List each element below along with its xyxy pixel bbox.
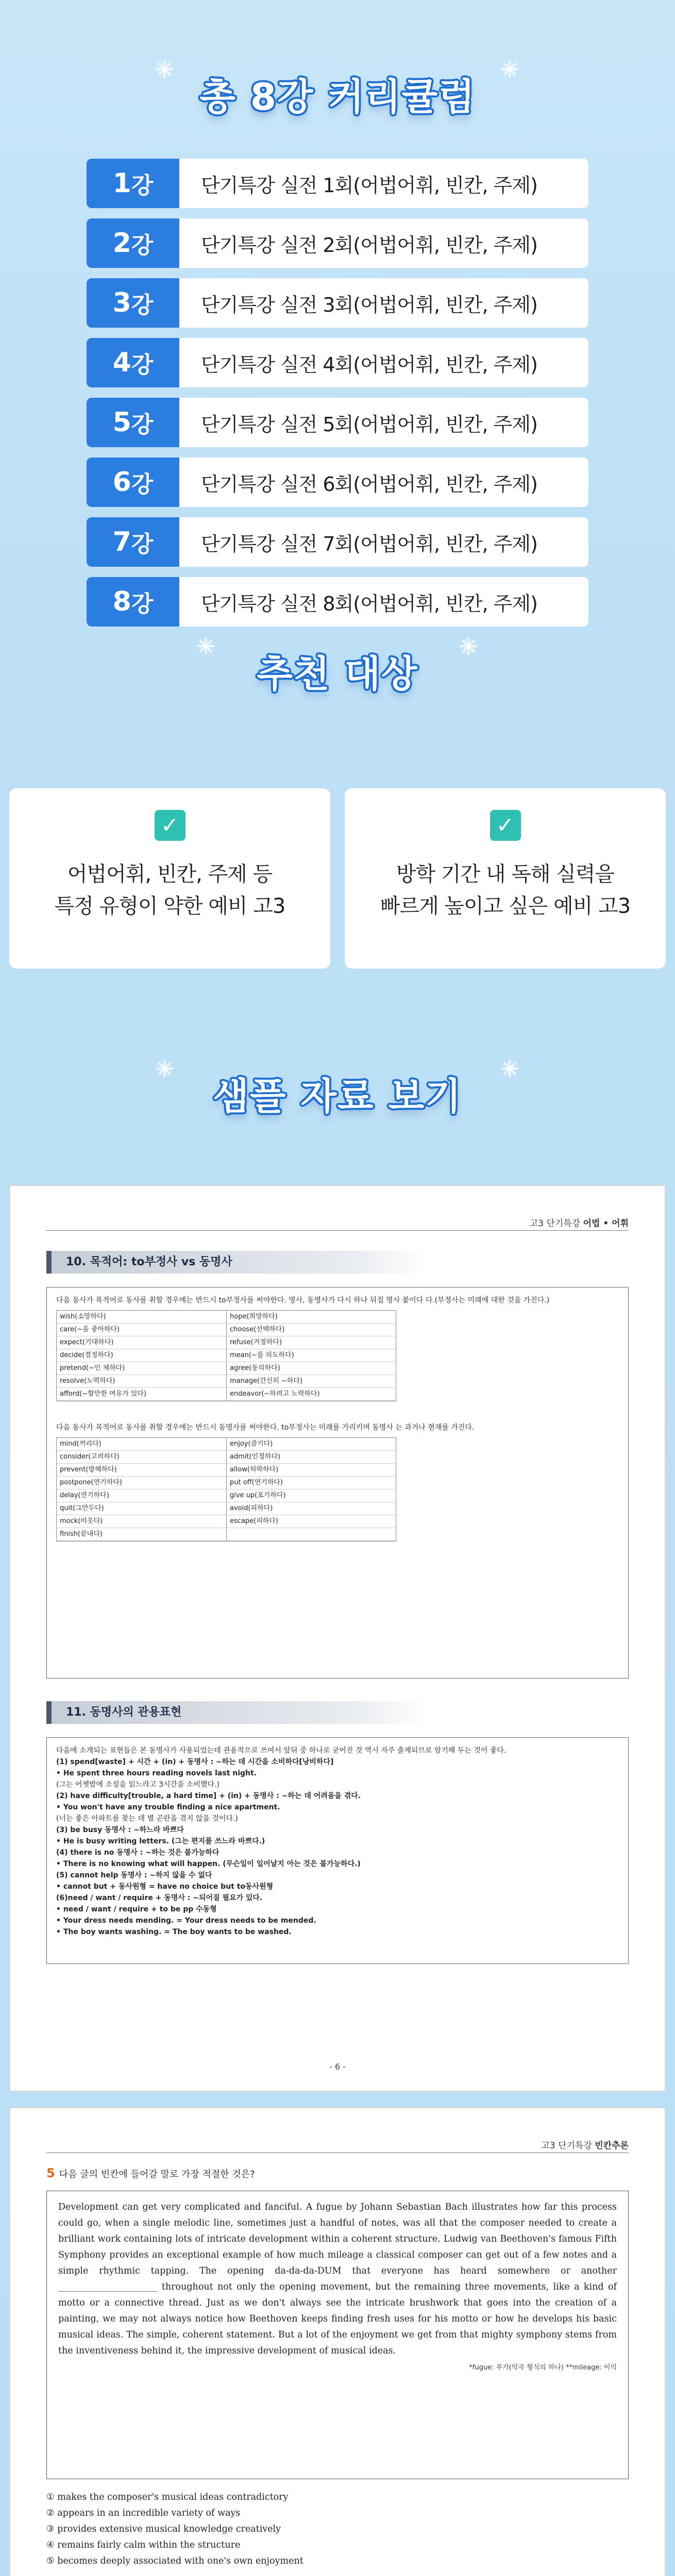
lesson-title: 단기특강 실전 7회(어법어휘, 빈칸, 주제) xyxy=(201,532,537,555)
lesson-number: 5 강 xyxy=(87,398,179,447)
answer-option[interactable]: ② appears in an incredible variety of ways xyxy=(46,2508,241,2518)
target-title: 추천 대상 xyxy=(257,652,418,696)
sample-page-blank xyxy=(9,2107,666,2576)
lesson-title: 단기특강 실전 1회(어법어휘, 빈칸, 주제) xyxy=(201,174,537,197)
verb-table: mind(꺼리다) enjoy(즐기다) consider(고려하다) admit(인정하다) prevent(방해하다) allow(허락하다) postpone(연기하다) put off(연기하다) delay(연기하다) give up(포기하다) quit(그만두다) avoid(피하다) mock(비웃다) escape(피하다) finish(끝내다) xyxy=(56,1437,396,1541)
curriculum-row xyxy=(87,517,588,567)
answer-option[interactable]: ③ provides extensive musical knowledge creatively xyxy=(46,2524,281,2534)
lesson-heading: 10. 목적어: to부정사 vs 동명사 xyxy=(46,1251,428,1274)
curriculum-row xyxy=(87,577,588,626)
lesson-title: 단기특강 실전 6회(어법어휘, 빈칸, 주제) xyxy=(201,472,537,496)
curriculum-row xyxy=(87,159,588,208)
grammar-box xyxy=(46,1287,629,1679)
lesson-number: 2 강 xyxy=(87,218,179,268)
lesson-number: 6 강 xyxy=(87,457,179,507)
question-passage: Development can get very complicated and fanciful. A fugue by Johann Sebastian Bach illustrates how far this process could go, when a single melodic line, sometimes just a handful of notes, was all that the composer needed to create a brilliant work containing lots of intricate development within a coherent structure. Ludwig van Beethoven's famous Fifth Symphony provides an exceptional example of how much mileage a classical composer can get out of a few notes and a simple rhythmic tapping. The opening da-da-da-DUM that everyone has heard somewhere or another ______________________ throughout not only the opening movement, but the remaining three movements, like a kind of motto or a connective thread. Just as we don't always see the intricate brushwork that goes into the creation of a painting, we may not always notice how Beethoven keeps finding fresh uses for his motto or how he develops his basic musical ideas. The simple, coherent statement. But a lot of the enjoyment we get from that mighty symphony stems from the inventiveness behind it, the impressive development of musical ideas. *fugue: 푸가(악곡 형식의 하나) **mileage: 이익 xyxy=(46,2191,629,2479)
answer-option[interactable]: ⑤ becomes deeply associated with one's own enjoyment xyxy=(46,2556,303,2566)
curriculum-row xyxy=(87,338,588,387)
lesson-number: 3 강 xyxy=(87,278,179,328)
target-line: 특정 유형이 약한 예비 고3 xyxy=(54,894,285,918)
curriculum-row xyxy=(87,218,588,268)
target-line: 빠르게 높이고 싶은 예비 고3 xyxy=(380,894,631,918)
verb-table: wish(소망하다) hope(희망하다) care(~을 좋아하다) choose(선택하다) expect(기대하다) refuse(거절하다) decide(결정하다) mean(~를 의도하다) pretend(~인 체하다) agree(동의하다) resolve(노력하다) manage(간신히 ~하다) afford(~할만한 여유가 있다) endeavor(~하려고 노력하다) xyxy=(56,1310,396,1401)
curriculum-row xyxy=(87,457,588,507)
curriculum-row xyxy=(87,398,588,447)
lesson-title: 단기특강 실전 4회(어법어휘, 빈칸, 주제) xyxy=(201,353,537,376)
target-card xyxy=(9,788,330,969)
idiom-box: 다음에 소개되는 표현들은 본 동명사가 사용되었는데 관용적으로 쓰여서 앞뒤 중 하나로 굳어진 것 역시 자주 출제되므로 암기해 두는 것이 좋다. (1) spend[waste] + 시간 + (in) + 동명사 : ~하는 데 시간을 소비하다[낭비하다] • He spent three hours reading novels last night. (그는 어젯밤에 소설을 읽느라고 3시간을 소비했다.) (2) have difficulty[trouble, a hard time] + (in) + 동명사 : ~하는 데 어려움을 겪다. • You won't have any trouble finding a nice apartment. (너는 좋은 아파트를 찾는 데 별 곤란을 겪지 않을 것이다.) (3) be busy 동명사 : ~하느라 바쁘다 • He is busy writing letters. (그는 편지를 쓰느라 바쁘다.) (4) there is no 동명사 : ~하는 것은 불가능하다 • There is no knowing what will happen. (무슨일이 일어날지 아는 것은 불가능하다.) (5) cannot help 동명사 : ~하지 않을 수 없다 • cannot but + 동사원형 = have no choice but to동사원형 (6)need / want / require + 동명사 : ~되어질 필요가 있다. • need / want / require + to be pp 수동형 • Your dress needs mending. = Your dress needs to be mended. • The boy wants washing. = The boy wants to be washed. xyxy=(46,1737,629,1964)
page-header: 고3 단기특강 빈칸추론 xyxy=(541,2141,629,2151)
grammar-intro: 다음 동사가 목적어로 동사를 취할 경우에는 반드시 동명사를 써야한다. to부정사는 미래를 가리키며 동명사 는 과거나 현재를 가진다. xyxy=(56,1423,475,1432)
lesson-title: 단기특강 실전 2회(어법어휘, 빈칸, 주제) xyxy=(201,233,537,257)
sparkle-icon: ✳ xyxy=(500,56,520,83)
page-number: - 6 - xyxy=(329,2062,346,2072)
lesson-title: 단기특강 실전 8회(어법어휘, 빈칸, 주제) xyxy=(201,592,537,615)
lesson-number: 8 강 xyxy=(87,577,179,626)
check-icon: ✓ xyxy=(490,810,521,841)
question-prompt: 5 다음 글의 빈칸에 들어갈 말로 가장 적절한 것은? xyxy=(46,2166,255,2180)
lesson-number: 7 강 xyxy=(87,517,179,567)
samples-title: 샘플 자료 보기 xyxy=(213,1075,462,1118)
lesson-number: 1 강 xyxy=(87,159,179,208)
sparkle-icon: ✳ xyxy=(155,56,175,83)
target-line: 어법어휘, 빈칸, 주제 등 xyxy=(67,862,273,886)
sparkle-icon: ✳ xyxy=(459,633,479,660)
header-rule xyxy=(46,1230,629,1231)
target-line: 방학 기간 내 독해 실력을 xyxy=(396,862,615,886)
lesson-heading: 11. 동명사의 관용표현 xyxy=(46,1701,428,1724)
check-icon: ✓ xyxy=(155,810,185,841)
sparkle-icon: ✳ xyxy=(155,1055,175,1083)
grammar-intro: 다음 동사가 목적어로 동사를 취할 경우에는 반드시 to부정사를 써야한다. 명사, 동명사가 다시 하나 뒤집 명사 붙이다 다.(부정사는 미래에 대한 것을 가진다.) xyxy=(56,1296,550,1304)
page-header: 고3 단기특강 어법 • 어휘 xyxy=(529,1218,629,1229)
curriculum-title: 총 8강 커리큘럼 xyxy=(199,75,476,118)
lesson-number: 4 강 xyxy=(87,338,179,387)
answer-options xyxy=(46,2489,303,2569)
sparkle-icon: ✳ xyxy=(196,633,216,660)
target-card xyxy=(345,788,666,969)
curriculum-row xyxy=(87,278,588,328)
answer-option[interactable]: ① makes the composer's musical ideas contradictory xyxy=(46,2492,289,2502)
curriculum-list xyxy=(87,159,588,637)
lesson-title: 단기특강 실전 3회(어법어휘, 빈칸, 주제) xyxy=(201,293,537,316)
sparkle-icon: ✳ xyxy=(500,1055,520,1083)
sample-page-grammar xyxy=(9,1185,666,2092)
lesson-title: 단기특강 실전 5회(어법어휘, 빈칸, 주제) xyxy=(201,413,537,436)
answer-option[interactable]: ④ remains fairly calm within the structure xyxy=(46,2540,241,2550)
